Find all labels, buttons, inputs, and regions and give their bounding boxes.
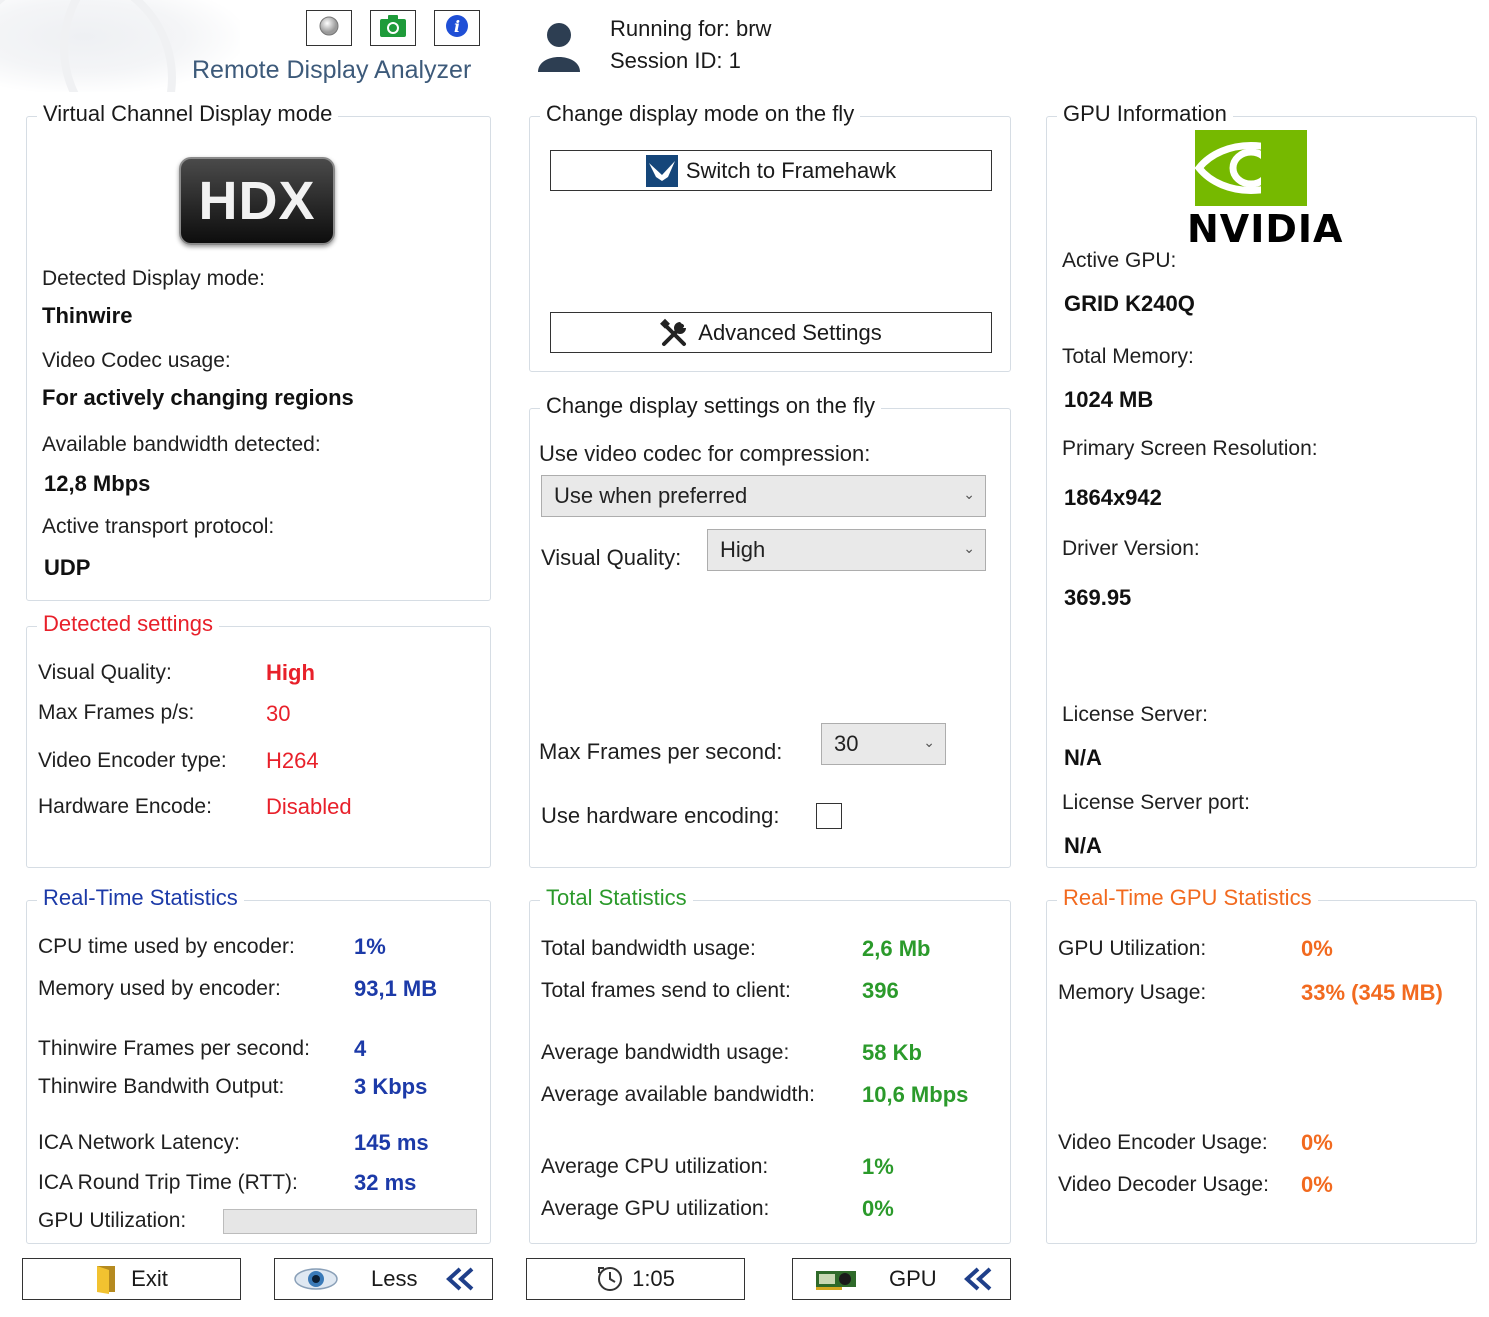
gpu-toggle-button[interactable]: GPU xyxy=(792,1258,1011,1300)
hw-encode-label: Hardware Encode: xyxy=(38,795,212,818)
camera-icon xyxy=(379,14,407,43)
bandwidth-label: Available bandwidth detected: xyxy=(42,433,321,456)
mem-encoder-label: Memory used by encoder: xyxy=(38,977,281,1000)
record-button[interactable] xyxy=(306,10,352,46)
max-fps-value: 30 xyxy=(266,701,291,726)
total-memory-value: 1024 MB xyxy=(1064,387,1154,412)
vc-display-legend: Virtual Channel Display mode xyxy=(37,101,338,127)
total-bw-value: 2,6 Mb xyxy=(862,936,931,961)
license-server-value: N/A xyxy=(1064,745,1102,770)
advanced-settings-button[interactable]: Advanced Settings xyxy=(550,312,992,353)
detected-mode-value: Thinwire xyxy=(42,303,133,328)
realtime-stats-legend: Real-Time Statistics xyxy=(37,885,244,911)
tw-bw-label: Thinwire Bandwith Output: xyxy=(38,1075,285,1098)
bandwidth-value: 12,8 Mbps xyxy=(44,471,151,496)
tools-icon xyxy=(660,318,690,348)
visual-quality-value: High xyxy=(266,660,315,685)
gpu-info-legend: GPU Information xyxy=(1057,101,1233,127)
encoder-usage-value: 0% xyxy=(1301,1130,1333,1155)
transport-value: UDP xyxy=(44,555,91,580)
hdx-logo: HDX xyxy=(179,157,335,245)
clock-icon xyxy=(596,1265,624,1293)
graphics-card-icon xyxy=(815,1268,857,1290)
change-mode-group xyxy=(529,101,1011,372)
tw-fps-value: 4 xyxy=(354,1036,367,1061)
avg-cpu-label: Average CPU utilization: xyxy=(541,1155,769,1178)
encoder-type-value: H264 xyxy=(266,748,319,773)
license-port-value: N/A xyxy=(1064,833,1102,858)
avg-avail-label: Average available bandwidth: xyxy=(541,1083,815,1106)
avg-gpu-value: 0% xyxy=(862,1196,894,1221)
gpu-stats-legend: Real-Time GPU Statistics xyxy=(1057,885,1318,911)
eye-icon xyxy=(293,1266,339,1292)
gpu-util-stat-value: 0% xyxy=(1301,936,1333,961)
double-chevron-left-icon xyxy=(444,1266,476,1292)
hw-encoding-label: Use hardware encoding: xyxy=(541,803,780,828)
encoder-type-label: Video Encoder type: xyxy=(38,749,227,772)
transport-label: Active transport protocol: xyxy=(42,515,275,538)
chevron-down-icon: ⌄ xyxy=(963,485,975,502)
total-bw-label: Total bandwidth usage: xyxy=(541,937,756,960)
realtime-stats-group xyxy=(26,885,491,1244)
avg-bw-value: 58 Kb xyxy=(862,1040,922,1065)
exit-door-icon xyxy=(95,1264,117,1294)
exit-button[interactable]: Exit xyxy=(22,1258,241,1300)
resolution-label: Primary Screen Resolution: xyxy=(1062,437,1318,460)
latency-value: 145 ms xyxy=(354,1130,429,1155)
svg-text:i: i xyxy=(453,16,461,36)
frames-value: 396 xyxy=(862,978,899,1003)
max-fps-label: Max Frames p/s: xyxy=(38,701,195,724)
rtt-value: 32 ms xyxy=(354,1170,417,1195)
user-icon xyxy=(536,20,582,77)
record-dot-icon xyxy=(318,15,340,42)
chevron-down-icon: ⌄ xyxy=(963,539,975,556)
latency-label: ICA Network Latency: xyxy=(38,1131,240,1154)
hw-encode-value: Disabled xyxy=(266,794,352,819)
nvidia-eye-icon xyxy=(1195,130,1307,206)
gpu-mem-value: 33% (345 MB) xyxy=(1301,980,1443,1005)
decoder-usage-label: Video Decoder Usage: xyxy=(1058,1173,1269,1196)
gpu-util-label: GPU Utilization: xyxy=(38,1209,187,1232)
gpu-util-progress-bar xyxy=(223,1209,477,1234)
active-gpu-value: GRID K240Q xyxy=(1064,291,1195,316)
change-settings-group xyxy=(529,393,1011,868)
codec-compression-select[interactable]: Use when preferred ⌄ xyxy=(541,475,986,517)
driver-label: Driver Version: xyxy=(1062,537,1200,560)
encoder-usage-label: Video Encoder Usage: xyxy=(1058,1131,1268,1154)
chevron-down-icon: ⌄ xyxy=(923,733,935,750)
codec-usage-label: Video Codec usage: xyxy=(42,349,231,372)
visual-quality-label: Visual Quality: xyxy=(38,661,172,684)
gpu-stats-group xyxy=(1046,885,1477,1244)
license-server-label: License Server: xyxy=(1062,703,1208,726)
codec-compression-label: Use video codec for compression: xyxy=(539,441,871,466)
avg-avail-value: 10,6 Mbps xyxy=(862,1082,969,1107)
max-fps-select-label: Max Frames per second: xyxy=(539,739,783,764)
gpu-info-group xyxy=(1046,101,1477,868)
resolution-value: 1864x942 xyxy=(1064,485,1162,510)
visual-quality-select[interactable]: High ⌄ xyxy=(707,529,986,571)
app-title: Remote Display Analyzer xyxy=(192,56,472,84)
hw-encoding-checkbox[interactable] xyxy=(816,803,842,829)
mem-encoder-value: 93,1 MB xyxy=(354,976,438,1001)
running-for-text: Running for: brw xyxy=(610,16,772,41)
license-port-label: License Server port: xyxy=(1062,791,1250,814)
decoder-usage-value: 0% xyxy=(1301,1172,1333,1197)
detected-settings-group xyxy=(26,611,491,868)
session-id-text: Session ID: 1 xyxy=(610,48,741,73)
avg-bw-label: Average bandwidth usage: xyxy=(541,1041,790,1064)
less-button[interactable]: Less xyxy=(274,1258,493,1300)
total-stats-group xyxy=(529,885,1011,1244)
detected-mode-label: Detected Display mode: xyxy=(42,267,265,290)
nvidia-wordmark: NVIDIA xyxy=(1187,207,1344,251)
about-button[interactable] xyxy=(434,10,480,46)
driver-value: 369.95 xyxy=(1064,585,1132,610)
cpu-encoder-label: CPU time used by encoder: xyxy=(38,935,295,958)
total-memory-label: Total Memory: xyxy=(1062,345,1194,368)
screenshot-button[interactable] xyxy=(370,10,416,46)
total-stats-legend: Total Statistics xyxy=(540,885,693,911)
quality-select-label: Visual Quality: xyxy=(541,545,682,570)
codec-usage-value: For actively changing regions xyxy=(42,385,354,410)
active-gpu-label: Active GPU: xyxy=(1062,249,1177,272)
max-fps-select[interactable]: 30 ⌄ xyxy=(821,723,946,765)
frames-label: Total frames send to client: xyxy=(541,979,791,1002)
cpu-encoder-value: 1% xyxy=(354,934,386,959)
change-mode-legend: Change display mode on the fly xyxy=(540,101,860,127)
switch-framehawk-button[interactable]: Switch to Framehawk xyxy=(550,150,992,191)
tw-bw-value: 3 Kbps xyxy=(354,1074,428,1099)
avg-gpu-label: Average GPU utilization: xyxy=(541,1197,770,1220)
vc-display-group xyxy=(26,101,491,601)
rtt-label: ICA Round Trip Time (RTT): xyxy=(38,1171,298,1194)
framehawk-icon xyxy=(646,155,678,187)
change-settings-legend: Change display settings on the fly xyxy=(540,393,881,419)
info-icon xyxy=(445,14,469,43)
gpu-mem-label: Memory Usage: xyxy=(1058,981,1207,1004)
detected-settings-legend: Detected settings xyxy=(37,611,219,637)
session-timer-button[interactable]: 1:05 xyxy=(526,1258,745,1300)
avg-cpu-value: 1% xyxy=(862,1154,894,1179)
tw-fps-label: Thinwire Frames per second: xyxy=(38,1037,310,1060)
double-chevron-left-icon xyxy=(962,1266,994,1292)
gpu-util-stat-label: GPU Utilization: xyxy=(1058,937,1207,960)
